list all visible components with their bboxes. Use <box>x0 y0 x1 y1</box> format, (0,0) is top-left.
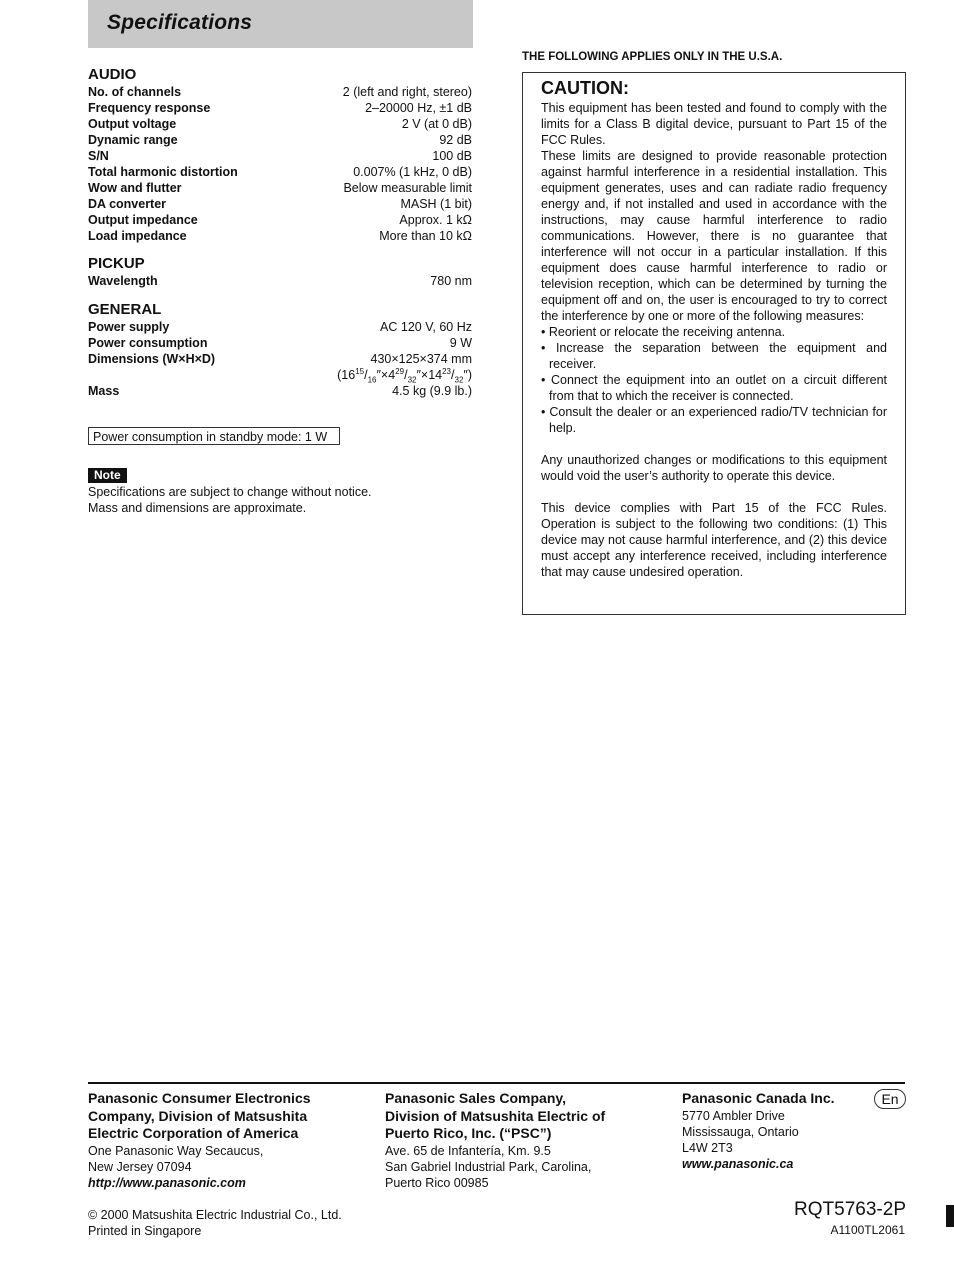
spec-label: Mass <box>88 384 120 398</box>
spec-label: No. of channels <box>88 85 182 99</box>
address-line: Ave. 65 de Infantería, Km. 9.5 <box>385 1143 551 1158</box>
audio-specs <box>88 84 472 244</box>
spec-row <box>88 84 472 100</box>
company-name: Panasonic Canada Inc. <box>682 1090 835 1106</box>
note-line: Specifications are subject to change without notice. <box>88 485 372 499</box>
spec-row <box>88 351 472 367</box>
spec-label: Output impedance <box>88 213 198 227</box>
company-name: Panasonic Sales Company, <box>385 1090 567 1106</box>
spec-label: Frequency response <box>88 101 211 115</box>
footer-divider <box>88 1082 905 1084</box>
spec-row <box>88 180 472 196</box>
spec-label: Power supply <box>88 320 170 334</box>
address-line: New Jersey 07094 <box>88 1159 192 1174</box>
spec-value: 100 dB <box>432 149 472 163</box>
spec-label: Output voltage <box>88 117 177 131</box>
standby-power-box: Power consumption in standby mode: 1 W <box>88 427 340 445</box>
language-badge: En <box>874 1089 906 1109</box>
dimensions-inches: $(16^{15}/_{16}''\times 4^{29}/_{32}''\times 14^{23}/_{32}'')$ <box>337 366 472 385</box>
caution-title: CAUTION: <box>541 78 629 98</box>
caution-measures-list <box>541 324 887 436</box>
general-specs <box>88 319 472 399</box>
spec-row <box>88 148 472 164</box>
spec-row <box>88 164 472 180</box>
specs-column <box>88 66 472 399</box>
spec-row <box>88 212 472 228</box>
spec-label: Wow and flutter <box>88 181 182 195</box>
spec-value: Approx. 1 kΩ <box>399 213 472 227</box>
company-name: Puerto Rico, Inc. (“PSC”) <box>385 1125 552 1141</box>
company-name: Electric Corporation of America <box>88 1125 299 1141</box>
spec-value: 430×125×374 mm <box>370 352 472 366</box>
spec-row <box>88 100 472 116</box>
spec-value: 92 dB <box>439 133 472 147</box>
spec-row <box>88 273 472 289</box>
address-puerto-rico <box>385 1090 605 1191</box>
spec-label: Dynamic range <box>88 133 178 147</box>
spec-row <box>88 319 472 335</box>
spec-value: 0.007% (1 kHz, 0 dB) <box>353 165 472 179</box>
spec-value: More than 10 kΩ <box>379 229 472 243</box>
company-name: Company, Division of Matsushita <box>88 1107 308 1124</box>
pickup-specs <box>88 273 472 289</box>
spec-label: Power consumption <box>88 336 208 350</box>
spec-label: S/N <box>88 149 109 163</box>
spec-row <box>88 383 472 399</box>
address-line: One Panasonic Way Secaucus, <box>88 1143 264 1158</box>
usa-notice: THE FOLLOWING APPLIES ONLY IN THE U.S.A. <box>522 51 783 63</box>
print-code: A1100TL2061 <box>830 1223 905 1237</box>
spec-value: 9 W <box>449 336 472 350</box>
audio-heading: AUDIO <box>88 66 137 83</box>
caution-box <box>522 72 906 615</box>
copyright-text: © 2000 Matsushita Electric Industrial Co., Ltd. <box>88 1208 342 1222</box>
spec-label: Dimensions (W×H×D) <box>88 352 216 366</box>
address-canada <box>682 1090 835 1172</box>
website-link[interactable]: http://www.panasonic.com <box>88 1175 246 1190</box>
list-item: • Consult the dealer or an experienced radio/TV technician for help. <box>541 405 887 435</box>
title-bar <box>88 0 473 48</box>
spec-row-inches <box>88 367 472 383</box>
address-line: San Gabriel Industrial Park, Carolina, <box>385 1159 592 1174</box>
address-line: Mississauga, Ontario <box>682 1124 799 1139</box>
edge-marker <box>946 1205 954 1227</box>
spec-value: 2 V (at 0 dB) <box>401 117 472 131</box>
spec-row <box>88 228 472 244</box>
spec-label: Load impedance <box>88 229 187 243</box>
list-item: • Connect the equipment into an outlet on a circuit different from that to which the receiver is connected. <box>541 373 887 403</box>
spec-value: MASH (1 bit) <box>400 197 472 211</box>
spec-value: 780 nm <box>430 274 472 288</box>
caution-paragraph: These limits are designed to provide reasonable protection against harmful interference in a residential installation. This equipment generates, uses and can radiate radio frequency energy and, if not installed and used in accordance with the instructions, may cause harmful interference to radio communications. However, there is no guarantee that interference will not occur in a particular installation. If this equipment does cause harmful interference to radio or television reception, which can be determined by turning the equipment off and on, the user is encouraged to try to correct the interference by one or more of the following measures: <box>541 149 887 323</box>
website-link[interactable]: www.panasonic.ca <box>682 1156 794 1171</box>
caution-paragraph: This equipment has been tested and found to comply with the limits for a Class B digital device, pursuant to Part 15 of the FCC Rules. <box>541 101 887 147</box>
spec-value: 4.5 kg (9.9 lb.) <box>392 384 472 398</box>
caution-paragraph: Any unauthorized changes or modifications to this equipment would void the user’s authority to operate this device. <box>541 453 887 483</box>
spec-label: Wavelength <box>88 274 158 288</box>
spec-label: DA converter <box>88 197 167 211</box>
spec-value: Below measurable limit <box>343 181 472 195</box>
printed-in-text: Printed in Singapore <box>88 1224 202 1238</box>
model-number: RQT5763-2P <box>794 1199 906 1220</box>
address-usa <box>88 1090 311 1191</box>
address-line: Puerto Rico 00985 <box>385 1175 489 1190</box>
spec-value: AC 120 V, 60 Hz <box>380 320 472 334</box>
page-title: Specifications <box>107 11 253 34</box>
caution-paragraph: This device complies with Part 15 of the FCC Rules. Operation is subject to the following two conditions: (1) This device may not cause harmful interference, and (2) this device must accept any interference received, including interference that may cause undesired operation. <box>541 501 887 579</box>
pickup-heading: PICKUP <box>88 255 145 272</box>
address-line: L4W 2T3 <box>682 1140 733 1155</box>
list-item: • Increase the separation between the equipment and receiver. <box>541 341 887 371</box>
spec-row <box>88 196 472 212</box>
spec-row <box>88 116 472 132</box>
spec-value: 2 (left and right, stereo) <box>342 85 472 99</box>
note-text <box>88 484 372 516</box>
address-line: 5770 Ambler Drive <box>682 1108 785 1123</box>
spec-row <box>88 335 472 351</box>
spec-value: 2–20000 Hz, ±1 dB <box>365 101 472 115</box>
note-badge: Note <box>88 468 127 483</box>
company-name: Division of Matsushita Electric of <box>385 1107 606 1124</box>
spec-label: Total harmonic distortion <box>88 165 238 179</box>
note-line: Mass and dimensions are approximate. <box>88 501 307 515</box>
spec-row <box>88 132 472 148</box>
list-item: • Reorient or relocate the receiving antenna. <box>541 325 786 339</box>
general-heading: GENERAL <box>88 301 162 318</box>
company-name: Panasonic Consumer Electronics <box>88 1090 311 1106</box>
copyright-block <box>88 1207 342 1239</box>
